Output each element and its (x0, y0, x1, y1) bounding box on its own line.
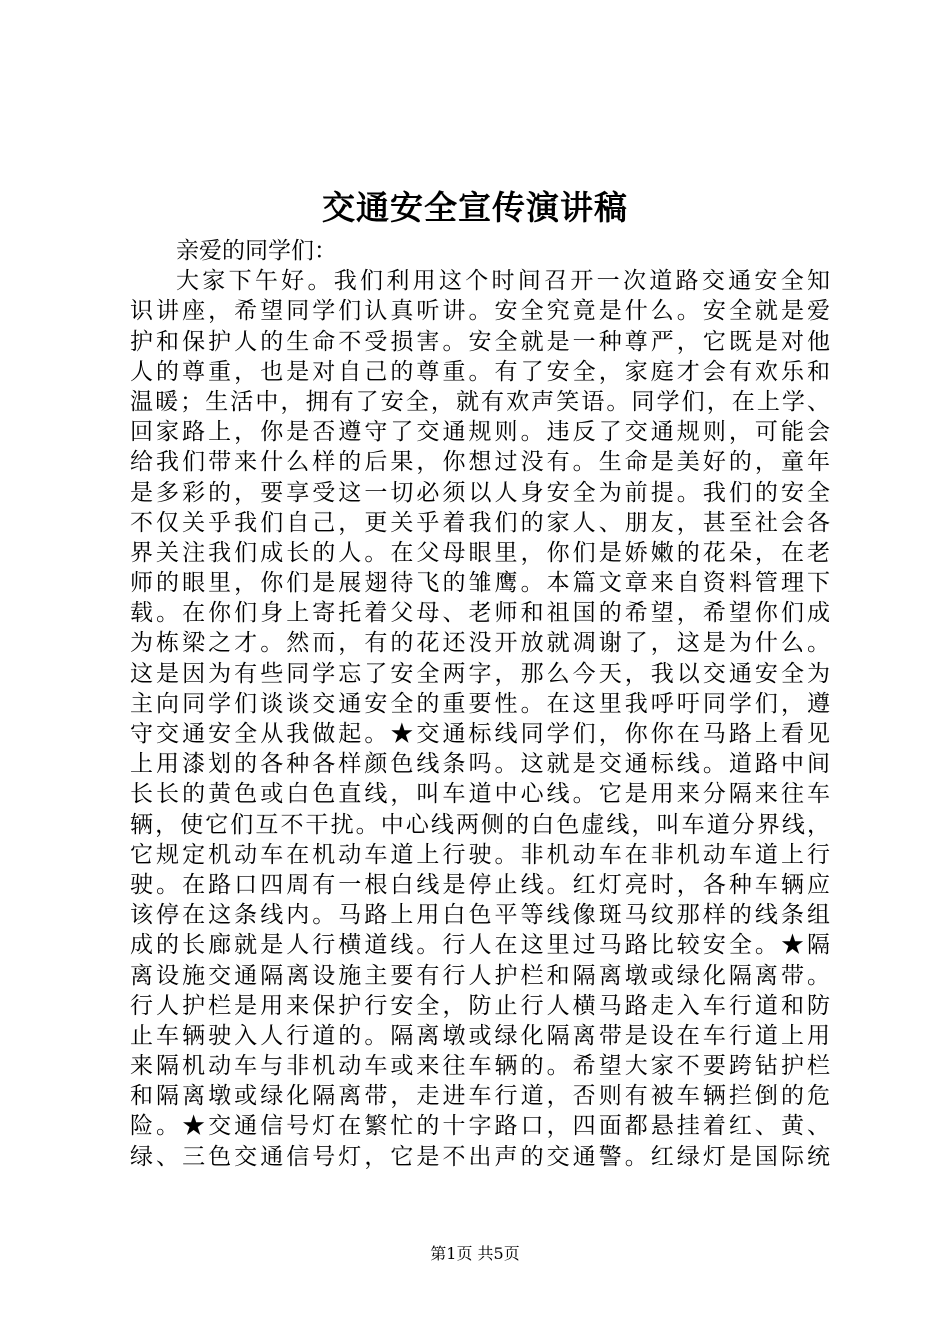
body-line: 是多彩的，要享受这一切必须以人身安全为前提。我们的安全 (130, 479, 830, 506)
body-line: 主向同学们谈谈交通安全的重要性。在这里我呼吁同学们，遵 (130, 690, 830, 717)
body-line: 识讲座，希望同学们认真听讲。安全究竟是什么。安全就是爱 (130, 298, 830, 325)
body-line: 为栋梁之才。然而，有的花还没开放就凋谢了，这是为什么。 (130, 630, 830, 657)
body-line: 回家路上，你是否遵守了交通规则。违反了交通规则，可能会 (130, 419, 830, 446)
body-line: 守交通安全从我做起。★交通标线同学们，你你在马路上看见 (130, 721, 830, 747)
body-line: 止车辆驶入人行道的。隔离墩或绿化隔离带是设在车行道上用 (130, 1022, 830, 1049)
body-line: 温暖；生活中，拥有了安全，就有欢声笑语。同学们，在上学、 (130, 388, 830, 415)
body-line: 成的长廊就是人行横道线。行人在这里过马路比较安全。★隔 (130, 932, 830, 959)
body-line: 该停在这条线内。马路上用白色平等线像斑马纹那样的线条组 (130, 902, 830, 929)
body-line: 大家下午好。我们利用这个时间召开一次道路交通安全知 (176, 268, 830, 295)
document-title: 交通安全宣传演讲稿 (322, 188, 628, 227)
body-line: 离设施交通隔离设施主要有行人护栏和隔离墩或绿化隔离带。 (130, 962, 830, 989)
body-line: 辆，使它们互不干扰。中心线两侧的白色虚线，叫车道分界线， (130, 811, 830, 838)
body-line: 绿、三色交通信号灯，它是不出声的交通警。红绿灯是国际统 (130, 1143, 830, 1170)
body-line: 来隔机动车与非机动车或来往车辆的。希望大家不要跨钻护栏 (130, 1053, 830, 1080)
body-line: 它规定机动车在机动车道上行驶。非机动车在非机动车道上行 (130, 841, 830, 868)
body-line: 驶。在路口四周有一根白线是停止线。红灯亮时，各种车辆应 (130, 871, 830, 898)
body-line: 界关注我们成长的人。在父母眼里，你们是娇嫩的花朵，在老 (130, 539, 830, 566)
body-line: 险。★交通信号灯在繁忙的十字路口，四面都悬挂着红、黄、 (130, 1113, 830, 1140)
body-line: 不仅关乎我们自己，更关乎着我们的家人、朋友，甚至社会各 (130, 509, 830, 536)
document-body (130, 236, 830, 1172)
body-line: 长长的黄色或白色直线，叫车道中心线。它是用来分隔来往车 (130, 781, 830, 808)
body-line: 上用漆划的各种各样颜色线条吗。这就是交通标线。道路中间 (130, 751, 830, 778)
body-line: 和隔离墩或绿化隔离带，走进车行道，否则有被车辆拦倒的危 (130, 1083, 830, 1110)
salutation-line: 亲爱的同学们： (176, 238, 337, 264)
body-line: 给我们带来什么样的后果，你想过没有。生命是美好的，童年 (130, 449, 830, 476)
body-line: 人的尊重，也是对自己的尊重。有了安全，家庭才会有欢乐和 (130, 358, 830, 385)
page-number-footer: 第1页 共5页 (430, 1244, 520, 1263)
body-line: 师的眼里，你们是展翅待飞的雏鹰。本篇文章来自资料管理下 (130, 570, 830, 597)
body-line: 护和保护人的生命不受损害。安全就是一种尊严，它既是对他 (130, 328, 830, 355)
body-line: 载。在你们身上寄托着父母、老师和祖国的希望，希望你们成 (130, 600, 830, 627)
body-line: 这是因为有些同学忘了安全两字，那么今天，我以交通安全为 (130, 660, 830, 687)
body-line: 行人护栏是用来保护行安全，防止行人横马路走入车行道和防 (130, 992, 830, 1019)
